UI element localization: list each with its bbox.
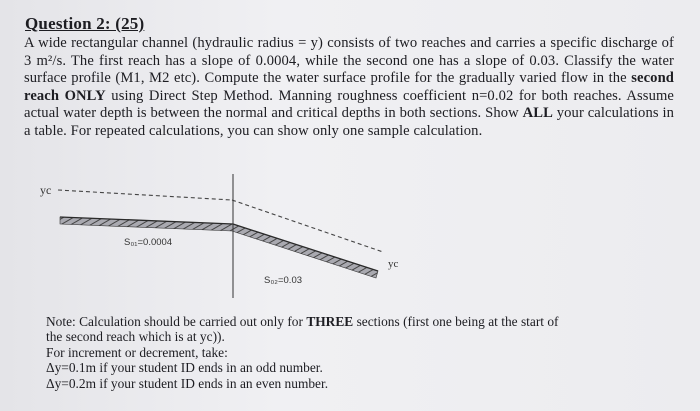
question-text-part-1: A wide rectangular channel (hydraulic radius = y) consists of two reaches and carries a specific discharge of 3 m²/s. The first reach has a slope of 0.0004, while the second one has a slope of 0.03. Classify the water surface profile (M1, M2 etc). Compute the water surface profile for the gradually varied flow in the — [24, 35, 674, 87]
note-block — [46, 314, 656, 391]
note-line-2: the second reach which is at yc)). — [46, 329, 225, 345]
question-text-part-2: using Direct Step Method. Manning roughness coefficient n=0.02 for both reaches. Assume actual water depth is between the normal and critical depths in both sections. Show — [24, 87, 674, 122]
slope-label-reach-2: S₀₂=0.03 — [264, 275, 303, 286]
bed-surface-reach-2 — [233, 224, 378, 271]
note-line-5: Δy=0.2m if your student ID ends in an even number. — [46, 375, 329, 391]
note-line-4: Δy=0.1m if your student ID ends in an odd number. — [46, 360, 323, 376]
yc-label-right: yc — [388, 258, 398, 270]
question-emphasis-second-reach: second reach ONLY — [24, 70, 674, 104]
critical-depth-line-reach-1 — [58, 190, 232, 200]
note-emphasis-three: THREE — [306, 314, 354, 329]
note-suffix: sections (first one being at the start of — [356, 314, 559, 329]
note-line-3: For increment or decrement, take: — [46, 344, 228, 360]
note-line-1 — [46, 314, 656, 329]
note-prefix: Note: Calculation should be carried out only for — [46, 314, 303, 329]
question-emphasis-all: ALL — [522, 105, 553, 122]
question-title: Question 2: (25) — [25, 14, 145, 33]
yc-label-left: yc — [40, 183, 52, 197]
question-text — [24, 35, 674, 141]
critical-depth-line-reach-2 — [232, 200, 383, 252]
channel-profile-diagram — [28, 168, 398, 303]
channel-bed-hatching — [60, 217, 378, 278]
question-text-part-3: your calculations in a table. For repeated calculations, you can show only one sample calculation. — [24, 105, 674, 139]
slope-label-reach-1: S₀₁=0.0004 — [124, 237, 173, 248]
